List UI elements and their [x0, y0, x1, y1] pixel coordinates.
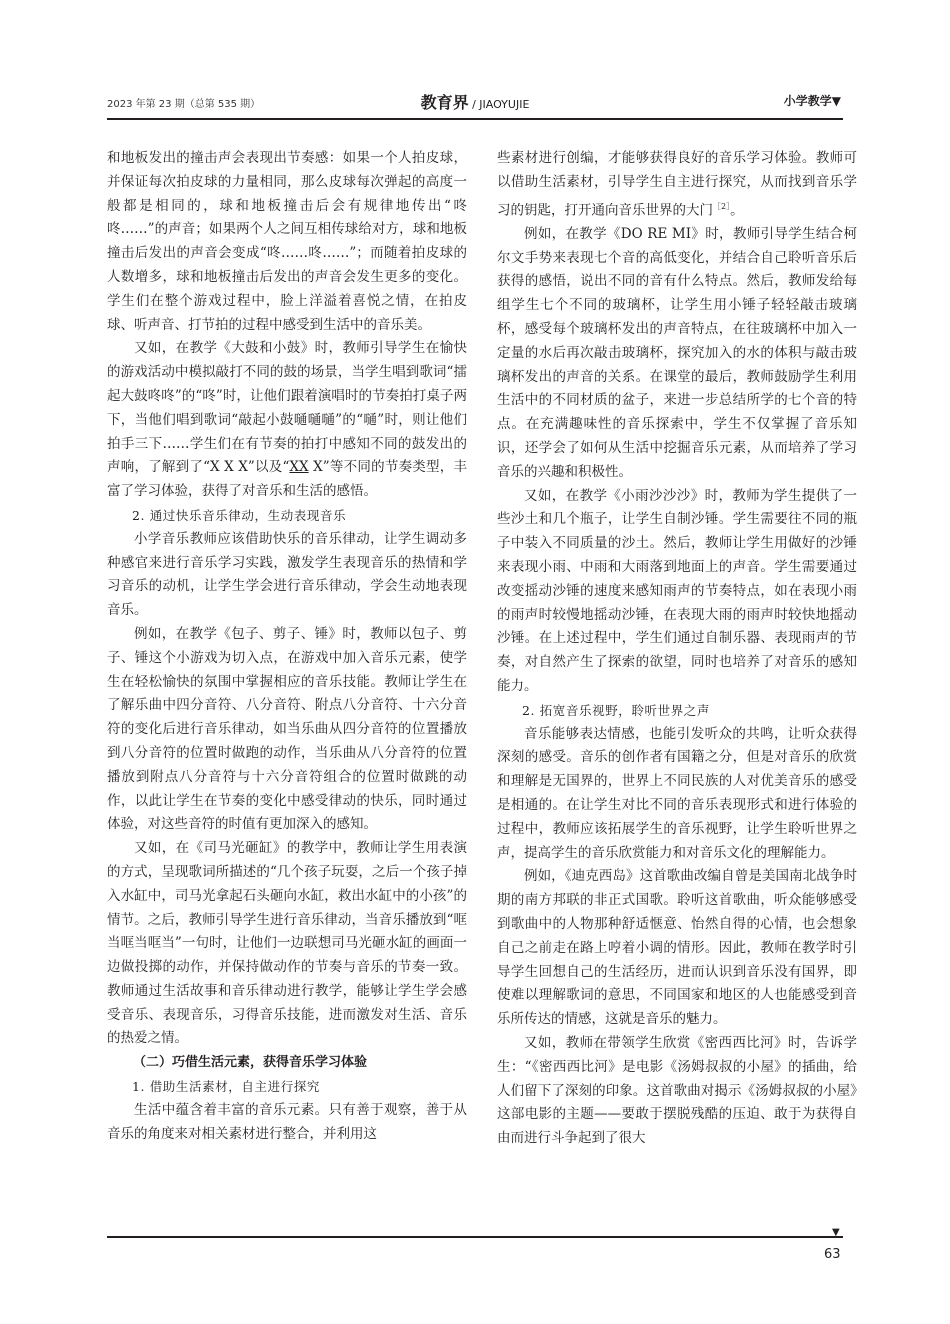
left-column: [107, 147, 467, 1146]
paragraph: [497, 147, 857, 223]
paragraph-text: 又如，在教学《大鼓和小鼓》时，教师引导学生在愉快的游戏活动中模拟敲打不同的鼓的场景，当学生唱到歌词“擂起大鼓咚咚”的“咚”时，让他们跟着演唱时的节奏拍打桌子两下，当他们唱到歌词“敲起小鼓嗵嗵嗵”的“嗵”时，则让他们拍手三下……学生们在有节奏的拍打中感知不同的鼓发出的声响，了解到了“X X X”以及“: [107, 340, 467, 476]
subsection-heading: 2. 通过快乐音乐律动，生动表现音乐: [132, 507, 347, 523]
section-heading: （二）巧借生活元素，获得音乐学习体验: [133, 1055, 368, 1071]
paragraph: [107, 337, 467, 504]
paragraph-text: 。: [730, 202, 744, 219]
journal-brand: [107, 90, 843, 113]
brand-english: / JIAOYUJIE: [468, 98, 530, 111]
underlined-rhythm: XX: [289, 459, 309, 476]
paragraph-text: 些素材进行创编，才能够获得良好的音乐学习体验。教师可以借助生活素材，引导学生自主进行探究，从而找到音乐学习的钥匙，打开通向音乐世界的大门: [497, 150, 857, 219]
page-header: [107, 88, 843, 114]
footer-rule: [107, 1236, 843, 1238]
header-rule: [107, 118, 843, 120]
subsection-heading: 1. 借助生活素材，自主进行探究: [132, 1079, 321, 1095]
paragraph-text: X”等不同的节奏类型，丰富了学习体验，获得了对音乐和生活的感悟。: [107, 459, 467, 500]
paragraph: 小学音乐教师应该借助快乐的音乐律动，让学生调动多种感官来进行音乐学习实践，激发学生表现音乐的热情和学习音乐的动机，让学生学会进行音乐律动，学会生动地表现音乐。: [107, 530, 467, 619]
section-title: 小学教学▼: [783, 94, 841, 108]
paragraph: 和地板发出的撞击声会表现出节奏感：如果一个人拍皮球，并保证每次拍皮球的力量相同，那么皮球每次弹起的高度一般都是相同的，球和地板撞击后会有规律地传出“咚咚……”的声音；如果两个人之间互相传球给对方，球和地板撞击后发出的声音会变成“咚……咚……”；而随着拍皮球的人数增多，球和地板撞击后发出的声音会发生更多的变化。学生们在整个游戏过程中，脸上洋溢着喜悦之情，在拍皮球、听声音、打节拍的过程中感受到生活中的音乐美。: [107, 150, 467, 333]
brand-chinese: 教育界: [420, 93, 469, 112]
subsection-heading: 2. 拓宽音乐视野，聆听世界之声: [522, 702, 711, 718]
right-column: [497, 147, 857, 1151]
paragraph: 又如，在教学《小雨沙沙沙》时，教师为学生提供了一些沙土和几个瓶子，让学生自制沙锤。学生需要往不同的瓶子中装入不同质量的沙土。然后，教师让学生用做好的沙锤来表现小雨、中雨和大雨落到地面上的声音。学生需要通过改变摇动沙锤的速度来感知雨声的节奏特点，如在表现小雨的雨声时较慢地摇动沙锤，在表现大雨的雨声时较快地摇动沙锤。在上述过程中，学生们通过自制乐器、表现雨声的节奏，对自然产生了探索的欲望，同时也培养了对音乐的感知能力。: [497, 487, 857, 695]
issue-info: 2023 年第 23 期（总第 535 期）: [107, 99, 261, 110]
page-number: 63: [824, 1247, 841, 1262]
paragraph: 又如，教师在带领学生欣赏《密西西比河》时，告诉学生：“《密西西比河》是电影《汤姆叔叔的小屋》的插曲，给人们留下了深刻的印象。这首歌曲对揭示《汤姆叔叔的小屋》这部电影的主题——要敢于摆脱残酷的压迫、敢于为获得自由而进行斗争起到了很大: [497, 1034, 857, 1147]
triangle-down-icon: ▼: [832, 1227, 840, 1238]
paragraph: 生活中蕴含着丰富的音乐元素。只有善于观察，善于从音乐的角度来对相关素材进行整合，并利用这: [107, 1101, 467, 1142]
paragraph: 例如，《迪克西岛》这首歌曲改编自曾是美国南北战争时期的南方邦联的非正式国歌。聆听这首歌曲，听众能够感受到歌曲中的人物那种舒适惬意、怡然自得的心情，也会想象自己之前走在路上哼着小调的情形。因此，教师在教学时引导学生回想自己的生活经历，进而认识到音乐没有国界，即使难以理解歌词的意思，不同国家和地区的人也能感受到音乐所传达的情感，这就是音乐的魅力。: [497, 868, 857, 1028]
paragraph: 音乐能够表达情感，也能引发听众的共鸣，让听众获得深刻的感受。音乐的创作者有国籍之分，但是对音乐的欣赏和理解是无国界的，世界上不同民族的人对优美音乐的感受是相通的。在让学生对比不同的音乐表现形式和进行体验的过程中，教师应该拓展学生的音乐视野，让学生聆听世界之声，提高学生的音乐欣赏能力和对音乐文化的理解能力。: [497, 725, 857, 861]
citation-ref: ［2］: [713, 201, 731, 211]
paragraph: 又如，在《司马光砸缸》的教学中，教师让学生用表演的方式，呈现歌词所描述的“几个孩子玩耍，之后一个孩子掉入水缸中，司马光拿起石头砸向水缸，救出水缸中的小孩”的情节。之后，教师引导学生进行音乐律动，当音乐播放到“哐当哐当哐当”一句时，让他们一边联想司马光砸水缸的画面一边做投掷的动作，并保持做动作的节奏与音乐的节奏一致。教师通过生活故事和音乐律动进行教学，能够让学生学会感受音乐、表现音乐，习得音乐技能，进而激发对生活、音乐的热爱之情。: [107, 840, 467, 1047]
paragraph: 例如，在教学《包子、剪子、锤》时，教师以包子、剪子、锤这个小游戏为切入点，在游戏中加入音乐元素，使学生在轻松愉快的氛围中掌握相应的音乐技能。教师让学生在了解乐曲中四分音符、八分音符、附点八分音符、十六分音符的变化后进行音乐律动，如当乐曲从四分音符的位置播放到八分音符的位置时做跑的动作，当乐曲从八分音符的位置播放到附点八分音符与十六分音符组合的位置时做跳的动作，以此让学生在节奏的变化中感受律动的快乐，同时通过体验，对这些音符的时值有更加深入的感知。: [107, 625, 467, 833]
paragraph: 例如，在教学《DO RE MI》时，教师引导学生结合柯尔文手势来表现七个音的高低变化，并结合自己聆听音乐后获得的感悟，说出不同的音有什么特点。然后，教师发给每组学生七个不同的玻璃杯，让学生用小锤子轻轻敲击玻璃杯，感受每个玻璃杯发出的声音特点，在往玻璃杯中加入一定量的水后再次敲击玻璃杯，探究加入的水的体积与敲击玻璃杯发出的声音的关系。在课堂的最后，教师鼓励学生利用生活中的不同材质的盆子，来进一步总结所学的七个音的特点。在充满趣味性的音乐探索中，学生不仅掌握了音乐知识，还学会了如何从生活中挖掘音乐元素，从而培养了学习音乐的兴趣和积极性。: [497, 225, 857, 480]
